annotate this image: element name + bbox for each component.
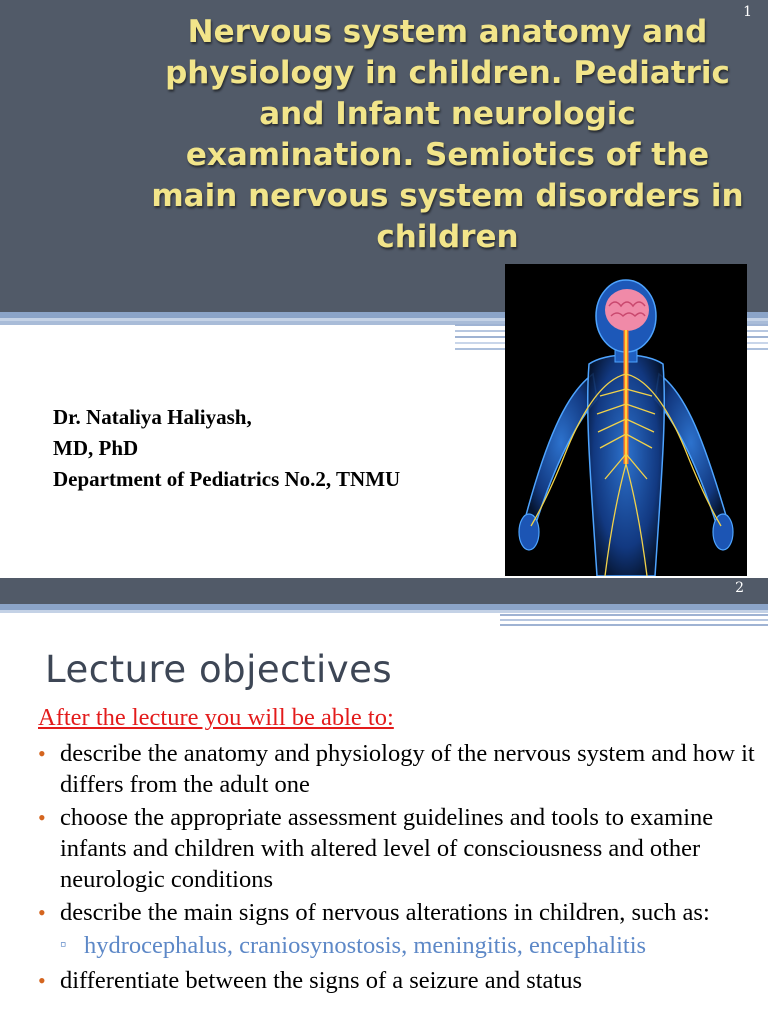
objectives-list bbox=[38, 738, 768, 998]
top-header-band bbox=[0, 578, 768, 604]
decorative-stripes bbox=[500, 604, 768, 632]
author-department: Department of Pediatrics No.2, TNMU bbox=[53, 467, 401, 491]
slide-2 bbox=[0, 578, 768, 1024]
slide-heading: Lecture objectives bbox=[45, 648, 393, 691]
objective-sub-item: ▫ hydrocephalus, craniosynostosis, meningitis, encephalitis bbox=[38, 930, 768, 961]
author-degree: MD, PhD bbox=[53, 436, 139, 460]
slide-number: 1 bbox=[743, 4, 752, 20]
objective-item: • describe the anatomy and physiology of the nervous system and how it differs from the adult one bbox=[38, 738, 768, 800]
nervous-system-illustration bbox=[505, 264, 747, 576]
author-block bbox=[53, 402, 400, 495]
objectives-intro: After the lecture you will be able to: bbox=[38, 704, 394, 731]
human-nervous-system-icon bbox=[505, 264, 747, 576]
objective-item: • describe the main signs of nervous alterations in children, such as: bbox=[38, 897, 768, 928]
slide-number: 2 bbox=[735, 580, 744, 596]
objective-item: • differentiate between the signs of a seizure and status bbox=[38, 965, 768, 996]
author-name: Dr. Nataliya Haliyash, bbox=[53, 405, 252, 429]
slide-title: Nervous system anatomy and physiology in children. Pediatric and Infant neurologic examination. Semiotics of the main nervous system disorders in children bbox=[151, 14, 744, 255]
objective-item: • choose the appropriate assessment guidelines and tools to examine infants and children with altered level of consciousness and other neurologic conditions bbox=[38, 802, 768, 895]
